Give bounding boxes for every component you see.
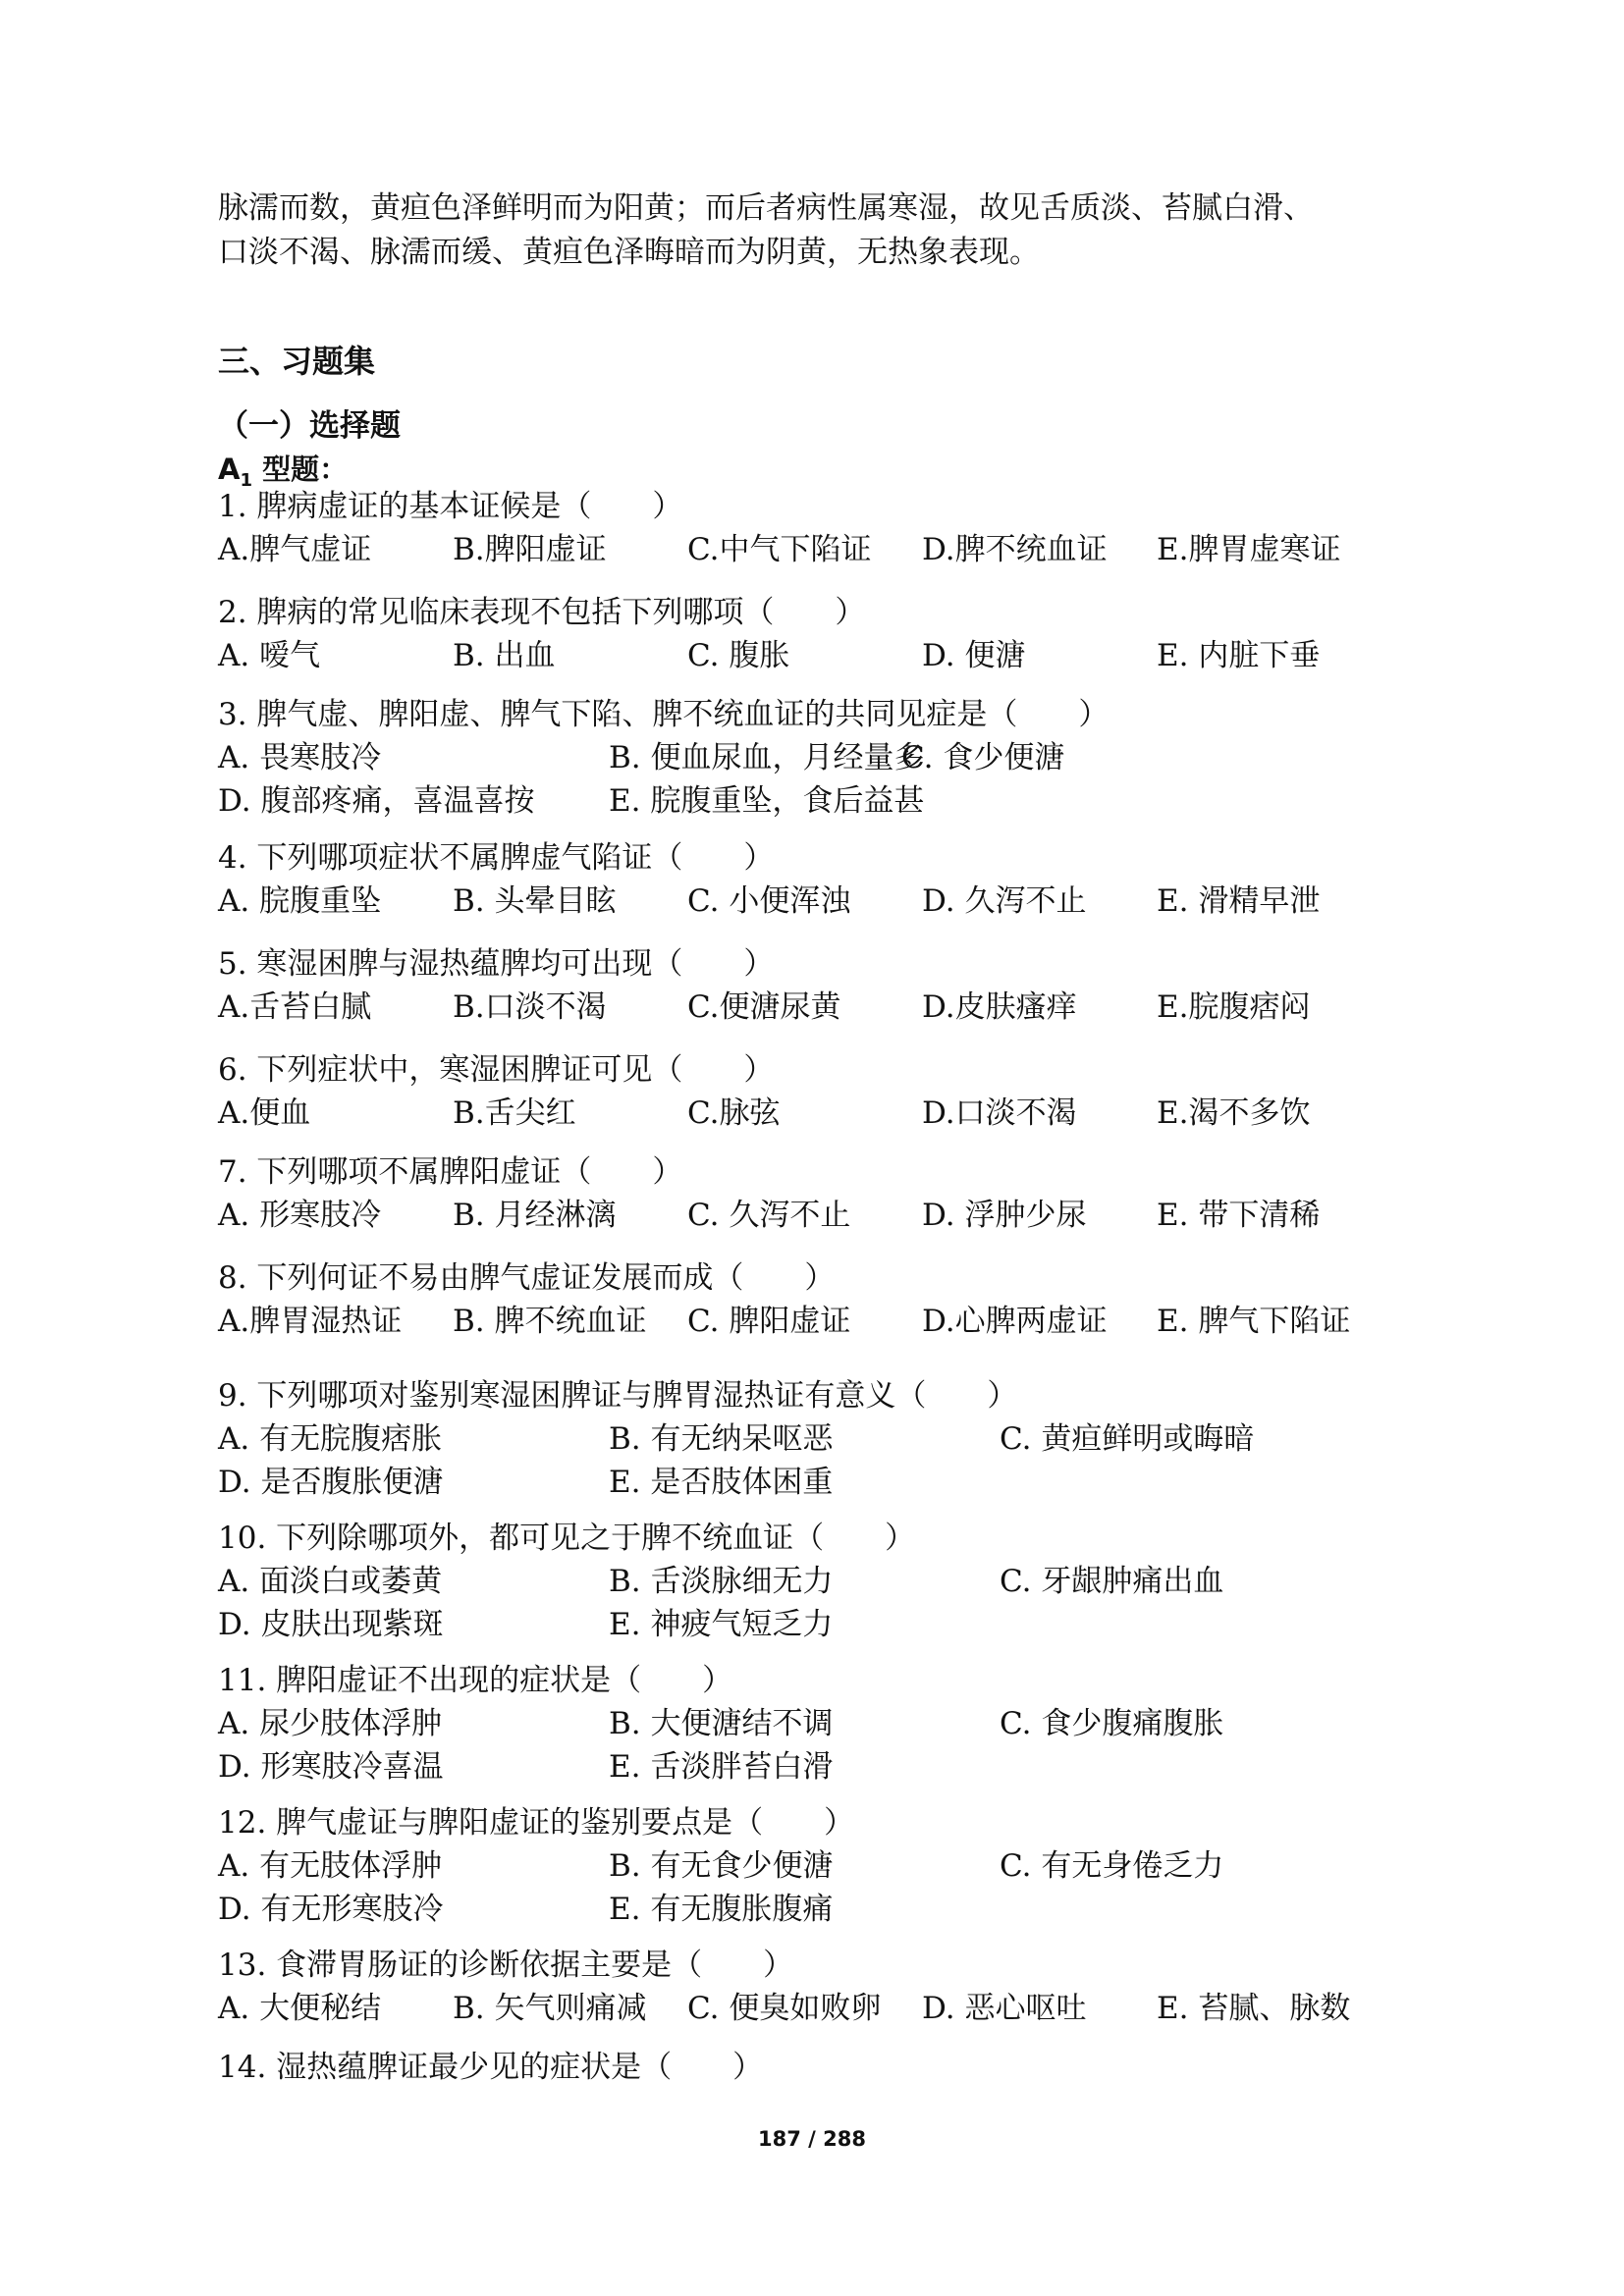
question-stem: 1. 脾病虚证的基本证候是（ ） (218, 489, 683, 524)
option-b: B. 脾不统血证 (453, 1304, 647, 1339)
question-11 (218, 1659, 1406, 1789)
option-row (218, 1560, 1406, 1603)
option-row (218, 1417, 1406, 1461)
intro-paragraph (218, 187, 1406, 275)
question-type-subscript: 1 (240, 469, 252, 491)
option-b: B. 舌淡脉细无力 (609, 1564, 834, 1599)
option-d: D.口淡不渴 (922, 1095, 1077, 1131)
option-a: A. 形寒肢冷 (218, 1198, 382, 1233)
option-e: E. 滑精早泄 (1157, 883, 1321, 919)
option-e: E. 是否肢体困重 (609, 1465, 834, 1500)
option-e: E. 带下清稀 (1157, 1198, 1321, 1233)
option-row (218, 1194, 1406, 1237)
intro-line: 脉濡而数，黄疸色泽鲜明而为阳黄；而后者病性属寒湿，故见舌质淡、苔腻白滑、 (218, 190, 1314, 226)
option-e: E. 脾气下陷证 (1157, 1304, 1351, 1339)
option-c: C.便溏尿黄 (687, 989, 841, 1025)
option-e: E.渴不多饮 (1157, 1095, 1311, 1131)
option-c: C. 小便浑浊 (687, 883, 851, 919)
option-a: A.便血 (218, 1095, 311, 1131)
question-9 (218, 1374, 1406, 1504)
option-c: C. 食少便溏 (901, 740, 1065, 775)
option-e: E. 神疲气短乏力 (609, 1607, 834, 1642)
option-a: A. 嗳气 (218, 638, 321, 673)
question-1 (218, 485, 1406, 571)
option-b: B. 大便溏结不调 (609, 1706, 834, 1741)
question-stem: 2. 脾病的常见临床表现不包括下列哪项（ ） (218, 595, 866, 630)
option-b: B.舌尖红 (453, 1095, 576, 1131)
option-c: C. 腹胀 (687, 638, 790, 673)
option-row (218, 1702, 1406, 1745)
option-row (218, 1745, 1406, 1789)
question-8 (218, 1256, 1406, 1343)
option-a: A. 尿少肢体浮肿 (218, 1706, 443, 1741)
option-d: D. 皮肤出现紫斑 (218, 1607, 444, 1642)
option-row (218, 779, 1406, 823)
question-6 (218, 1048, 1406, 1135)
question-type-letter: A (218, 453, 241, 486)
question-stem: 12. 脾气虚证与脾阳虚证的鉴别要点是（ ） (218, 1805, 855, 1841)
option-d: D. 久泻不止 (922, 883, 1087, 919)
question-stem: 13. 食滞胃肠证的诊断依据主要是（ ） (218, 1948, 794, 1983)
option-row (218, 1987, 1406, 2030)
option-d: D. 腹部疼痛，喜温喜按 (218, 783, 535, 819)
option-d: D.心脾两虚证 (922, 1304, 1108, 1339)
option-a: A. 脘腹重坠 (218, 883, 382, 919)
option-d: D. 有无形寒肢冷 (218, 1892, 444, 1927)
subsection-title: （一）选择题 (218, 408, 401, 444)
question-type-label: 型题： (251, 453, 349, 486)
question-stem: 5. 寒湿困脾与湿热蕴脾均可出现（ ） (218, 946, 775, 982)
option-c: C.中气下陷证 (687, 532, 872, 567)
section-title: 三、习题集 (218, 343, 376, 380)
option-e: E. 脘腹重坠，食后益甚 (609, 783, 925, 819)
option-c: C. 黄疸鲜明或晦暗 (1000, 1421, 1255, 1457)
option-c: C. 久泻不止 (687, 1198, 851, 1233)
option-d: D. 形寒肢冷喜温 (218, 1749, 444, 1785)
option-b: B. 出血 (453, 638, 556, 673)
option-d: D. 是否腹胀便溏 (218, 1465, 444, 1500)
option-a: A. 有无肢体浮肿 (218, 1848, 443, 1884)
option-row (218, 986, 1406, 1029)
option-c: C. 食少腹痛腹胀 (1000, 1706, 1224, 1741)
question-4 (218, 836, 1406, 923)
option-c: C. 牙龈肿痛出血 (1000, 1564, 1224, 1599)
option-row (218, 1603, 1406, 1646)
option-b: B. 头晕目眩 (453, 883, 617, 919)
option-d: D. 浮肿少尿 (922, 1198, 1087, 1233)
intro-line: 口淡不渴、脉濡而缓、黄疸色泽晦暗而为阴黄，无热象表现。 (218, 235, 1040, 270)
option-a: A. 畏寒肢冷 (218, 740, 382, 775)
question-stem: 7. 下列哪项不属脾阳虚证（ ） (218, 1154, 683, 1190)
option-d: D. 便溏 (922, 638, 1026, 673)
option-a: A. 面淡白或萎黄 (218, 1564, 443, 1599)
question-stem: 10. 下列除哪项外，都可见之于脾不统血证（ ） (218, 1521, 916, 1556)
option-a: A.脾气虚证 (218, 532, 372, 567)
option-row (218, 1888, 1406, 1931)
option-b: B.脾阳虚证 (453, 532, 607, 567)
option-d: D. 恶心呕吐 (922, 1991, 1087, 2026)
option-c: C.脉弦 (687, 1095, 781, 1131)
question-stem: 3. 脾气虚、脾阳虚、脾气下陷、脾不统血证的共同见症是（ ） (218, 697, 1110, 732)
option-c: C. 脾阳虚证 (687, 1304, 851, 1339)
question-stem: 6. 下列症状中，寒湿困脾证可见（ ） (218, 1052, 775, 1088)
option-row (218, 736, 1406, 779)
option-a: A.舌苔白腻 (218, 989, 372, 1025)
question-5 (218, 942, 1406, 1029)
option-row (218, 1092, 1406, 1135)
question-stem: 8. 下列何证不易由脾气虚证发展而成（ ） (218, 1260, 836, 1296)
option-b: B. 有无纳呆呕恶 (609, 1421, 834, 1457)
option-row (218, 1844, 1406, 1888)
question-7 (218, 1150, 1406, 1237)
option-e: E. 有无腹胀腹痛 (609, 1892, 834, 1927)
option-b: B.口淡不渴 (453, 989, 607, 1025)
option-row (218, 1300, 1406, 1343)
option-c: C. 便臭如败卵 (687, 1991, 882, 2026)
question-2 (218, 591, 1406, 677)
option-d: D.皮肤瘙痒 (922, 989, 1077, 1025)
option-row (218, 634, 1406, 677)
question-12 (218, 1801, 1406, 1931)
option-b: B. 便血尿血，月经量多 (609, 740, 925, 775)
question-10 (218, 1517, 1406, 1646)
question-14 (218, 2046, 1406, 2089)
option-e: E.脾胃虚寒证 (1157, 532, 1341, 567)
option-b: B. 有无食少便溏 (609, 1848, 834, 1884)
option-a: A.脾胃湿热证 (218, 1304, 403, 1339)
option-a: A. 有无脘腹痞胀 (218, 1421, 443, 1457)
question-stem: 4. 下列哪项症状不属脾虚气陷证（ ） (218, 840, 775, 876)
question-stem: 9. 下列哪项对鉴别寒湿困脾证与脾胃湿热证有意义（ ） (218, 1378, 1018, 1414)
option-d: D.脾不统血证 (922, 532, 1108, 567)
option-e: E. 苔腻、脉数 (1157, 1991, 1351, 2026)
question-13 (218, 1944, 1406, 2030)
question-3 (218, 693, 1406, 823)
option-b: B. 矢气则痛减 (453, 1991, 647, 2026)
option-a: A. 大便秘结 (218, 1991, 382, 2026)
option-e: E. 内脏下垂 (1157, 638, 1321, 673)
question-stem: 14. 湿热蕴脾证最少见的症状是（ ） (218, 2050, 764, 2085)
option-row (218, 528, 1406, 571)
page-number: 187 / 288 (758, 2127, 866, 2151)
option-e: E. 舌淡胖苔白滑 (609, 1749, 834, 1785)
question-stem: 11. 脾阳虚证不出现的症状是（ ） (218, 1663, 733, 1698)
option-b: B. 月经淋漓 (453, 1198, 617, 1233)
option-row (218, 880, 1406, 923)
option-e: E.脘腹痞闷 (1157, 989, 1311, 1025)
option-c: C. 有无身倦乏力 (1000, 1848, 1224, 1884)
option-row (218, 1461, 1406, 1504)
